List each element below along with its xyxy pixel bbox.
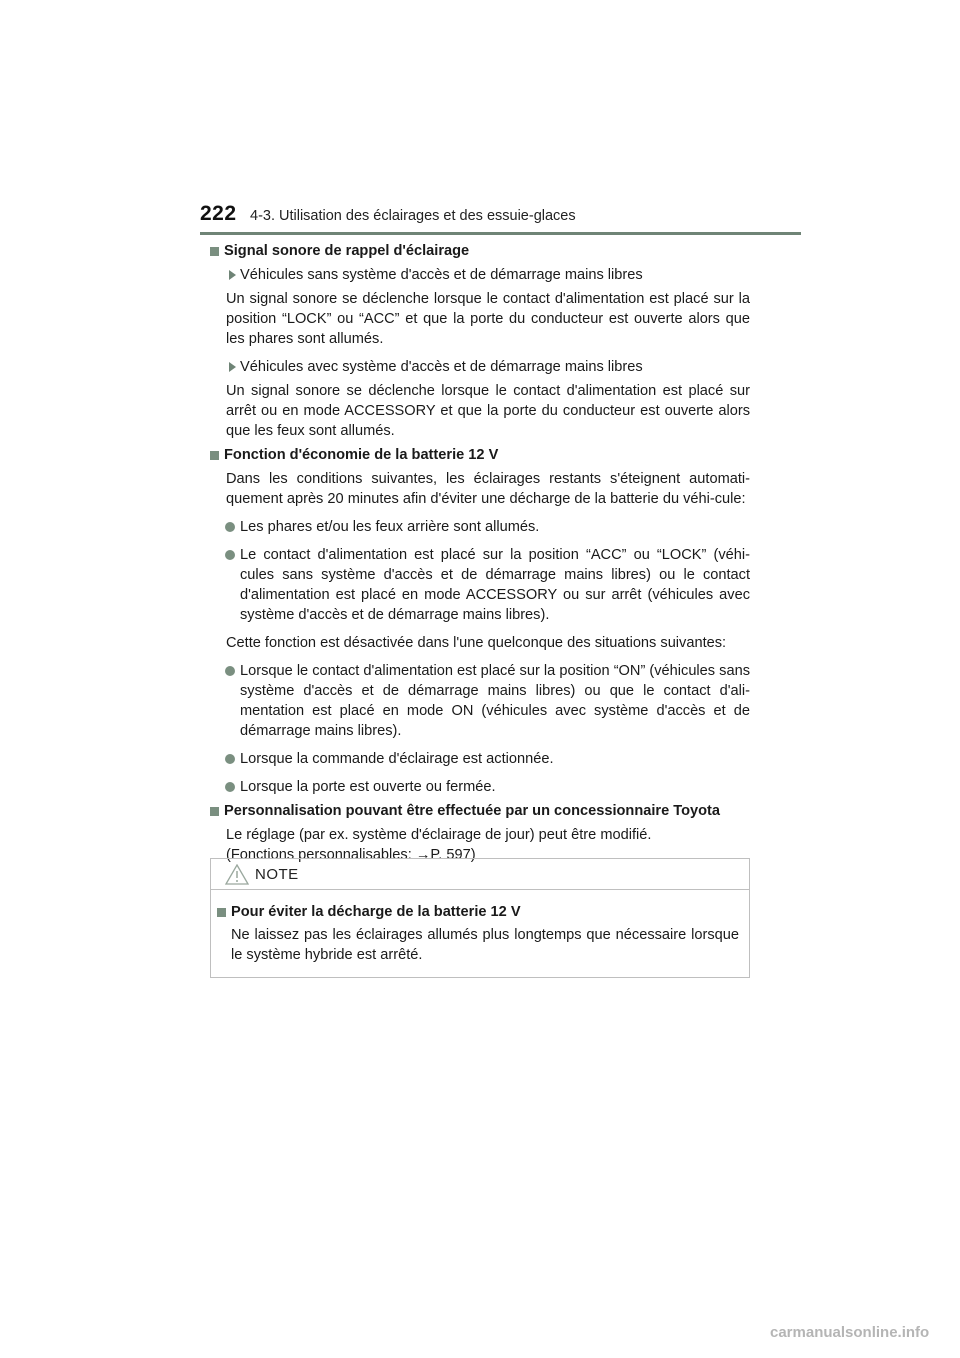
- sub-label-with-smart-entry: [210, 357, 750, 377]
- watermark: carmanualsonline.info: [770, 1324, 930, 1341]
- paragraph: Cette fonction est désactivée dans l'une quelconque des situations suivantes:: [226, 635, 727, 651]
- paragraph: Un signal sonore se déclenche lorsque le contact d'alimentation est placé sur la position “LOCK” ou “ACC” et que la porte du conducteur est ouverte alors que les phares sont allumés.: [226, 291, 750, 347]
- list-item: [210, 517, 750, 537]
- page-number: 222: [200, 202, 237, 225]
- note-heading: Pour éviter la décharge de la batterie 12 V: [217, 902, 739, 922]
- sub-label-without-smart-entry: [210, 265, 750, 285]
- paragraph: Un signal sonore se déclenche lorsque le contact d'alimentation est placé sur arrêt ou en mode ACCESSORY et que la porte du conducteur est ouverte alors que les feux sont allumés.: [226, 383, 750, 439]
- note-box: [210, 858, 750, 978]
- paragraph: Le réglage (par ex. système d'éclairage de jour) peut être modifié.: [226, 827, 652, 843]
- section-heading-customization: Personnalisation pouvant être effectuée par un concessionnaire Toyota: [210, 801, 750, 821]
- list-item: [210, 661, 750, 741]
- warning-triangle-icon: [225, 864, 249, 885]
- list-item: [210, 777, 750, 797]
- list-item-text: Le contact d'alimentation est placé sur la position “ACC” ou “LOCK” (véhi-cules sans système d'accès et de démarrage mains libres) ou le contact d'alimentation est placé en mode ACCESSORY ou sur arrêt (véhicules avec système d'accès et de démarrage mains libres).: [240, 547, 750, 623]
- header-rule: [200, 232, 801, 235]
- bullet-dot-icon: [225, 782, 235, 792]
- note-text: Ne laissez pas les éclairages allumés plus longtemps que nécessaire lorsque le système hybride est arrêté.: [231, 927, 739, 963]
- bullet-dot-icon: [225, 522, 235, 532]
- list-item-text: Lorsque la porte est ouverte ou fermée.: [240, 779, 496, 795]
- bullet-dot-icon: [225, 754, 235, 764]
- list-item: [210, 545, 750, 625]
- note-body: [211, 890, 749, 965]
- list-item-text: Lorsque le contact d'alimentation est placé sur la position “ON” (véhicules sans système d'accès et de démarrage mains libres) ou que le contact d'ali-mentation est placé en mode ON (véhicules avec système d'accès et de démarrage mains libres).: [240, 663, 750, 739]
- note-header: [211, 859, 749, 890]
- list-item-text: Lorsque la commande d'éclairage est actionnée.: [240, 751, 554, 767]
- note-label: NOTE: [255, 866, 299, 883]
- triangle-right-icon: [229, 362, 236, 372]
- sub-label-text: Véhicules avec système d'accès et de démarrage mains libres: [240, 359, 643, 375]
- sub-label-text: Véhicules sans système d'accès et de démarrage mains libres: [240, 267, 643, 283]
- list-item-text: Les phares et/ou les feux arrière sont allumés.: [240, 519, 540, 535]
- paragraph: Dans les conditions suivantes, les éclairages restants s'éteignent automati-quement après 20 minutes afin d'éviter une décharge de la batterie du véhi-cule:: [226, 471, 750, 507]
- page-header: [0, 0, 960, 240]
- page-content: [210, 241, 750, 869]
- list-item: [210, 749, 750, 769]
- cross-reference: (Fonctions personnalisables: →P. 597): [226, 847, 476, 863]
- chapter-title: 4-3. Utilisation des éclairages et des essuie-glaces: [250, 208, 576, 224]
- section-heading-battery-saver: Fonction d'économie de la batterie 12 V: [210, 445, 750, 465]
- bullet-dot-icon: [225, 666, 235, 676]
- triangle-right-icon: [229, 270, 236, 280]
- section-heading-reminder-signal: Signal sonore de rappel d'éclairage: [210, 241, 750, 261]
- bullet-dot-icon: [225, 550, 235, 560]
